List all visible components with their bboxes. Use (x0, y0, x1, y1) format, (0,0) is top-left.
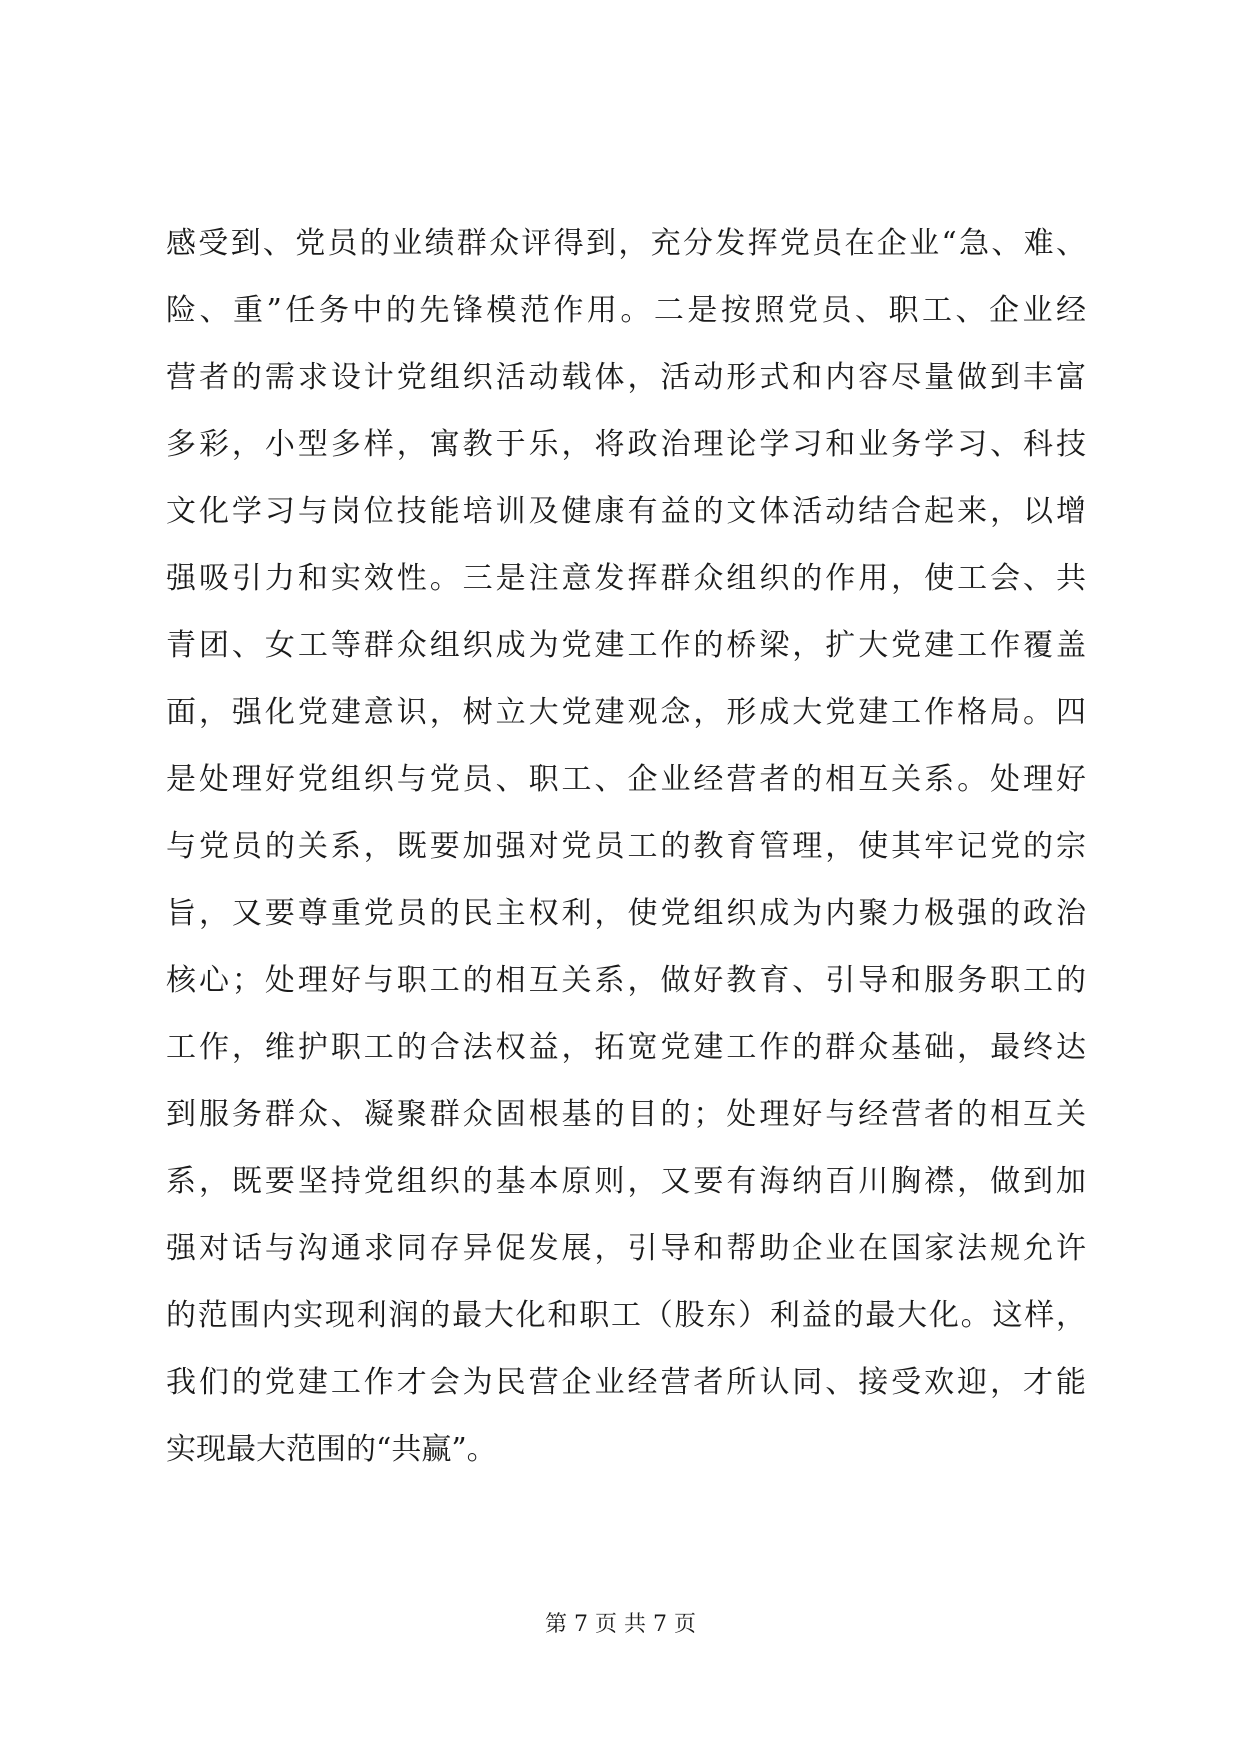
text-line: 系，既要坚持党组织的基本原则，又要有海纳百川胸襟，做到加 (166, 1164, 1086, 1199)
text-line: 面，强化党建意识，树立大党建观念，形成大党建工作格局。四 (166, 695, 1086, 730)
text-line: 旨，又要尊重党员的民主权利，使党组织成为内聚力极强的政治 (166, 896, 1086, 931)
text-line: 感受到、党员的业绩群众评得到，充分发挥党员在企业“急、难、 (166, 226, 1086, 261)
text-line: 我们的党建工作才会为民营企业经营者所认同、接受欢迎，才能 (166, 1365, 1086, 1400)
text-line: 营者的需求设计党组织活动载体，活动形式和内容尽量做到丰富 (166, 360, 1086, 395)
page-footer: 第 7 页 共 7 页 (545, 1612, 696, 1637)
text-line: 的范围内实现利润的最大化和职工（股东）利益的最大化。这样， (166, 1298, 1086, 1333)
body-paragraph (166, 210, 1086, 1483)
text-line: 是处理好党组织与党员、职工、企业经营者的相互关系。处理好 (166, 762, 1086, 797)
text-line: 青团、女工等群众组织成为党建工作的桥梁，扩大党建工作覆盖 (166, 628, 1086, 663)
text-line: 强对话与沟通求同存异促发展，引导和帮助企业在国家法规允许 (166, 1231, 1086, 1266)
text-line: 实现最大范围的“共赢”。 (166, 1432, 497, 1467)
text-line: 多彩，小型多样，寓教于乐，将政治理论学习和业务学习、科技 (166, 427, 1086, 462)
text-line: 到服务群众、凝聚群众固根基的目的；处理好与经营者的相互关 (166, 1097, 1086, 1132)
text-line: 险、重”任务中的先锋模范作用。二是按照党员、职工、企业经 (166, 293, 1086, 328)
text-line: 工作，维护职工的合法权益，拓宽党建工作的群众基础，最终达 (166, 1030, 1086, 1065)
text-line: 文化学习与岗位技能培训及健康有益的文体活动结合起来，以增 (166, 494, 1086, 529)
text-line: 与党员的关系，既要加强对党员工的教育管理，使其牢记党的宗 (166, 829, 1086, 864)
text-line: 核心；处理好与职工的相互关系，做好教育、引导和服务职工的 (166, 963, 1086, 998)
text-line: 强吸引力和实效性。三是注意发挥群众组织的作用，使工会、共 (166, 561, 1086, 596)
